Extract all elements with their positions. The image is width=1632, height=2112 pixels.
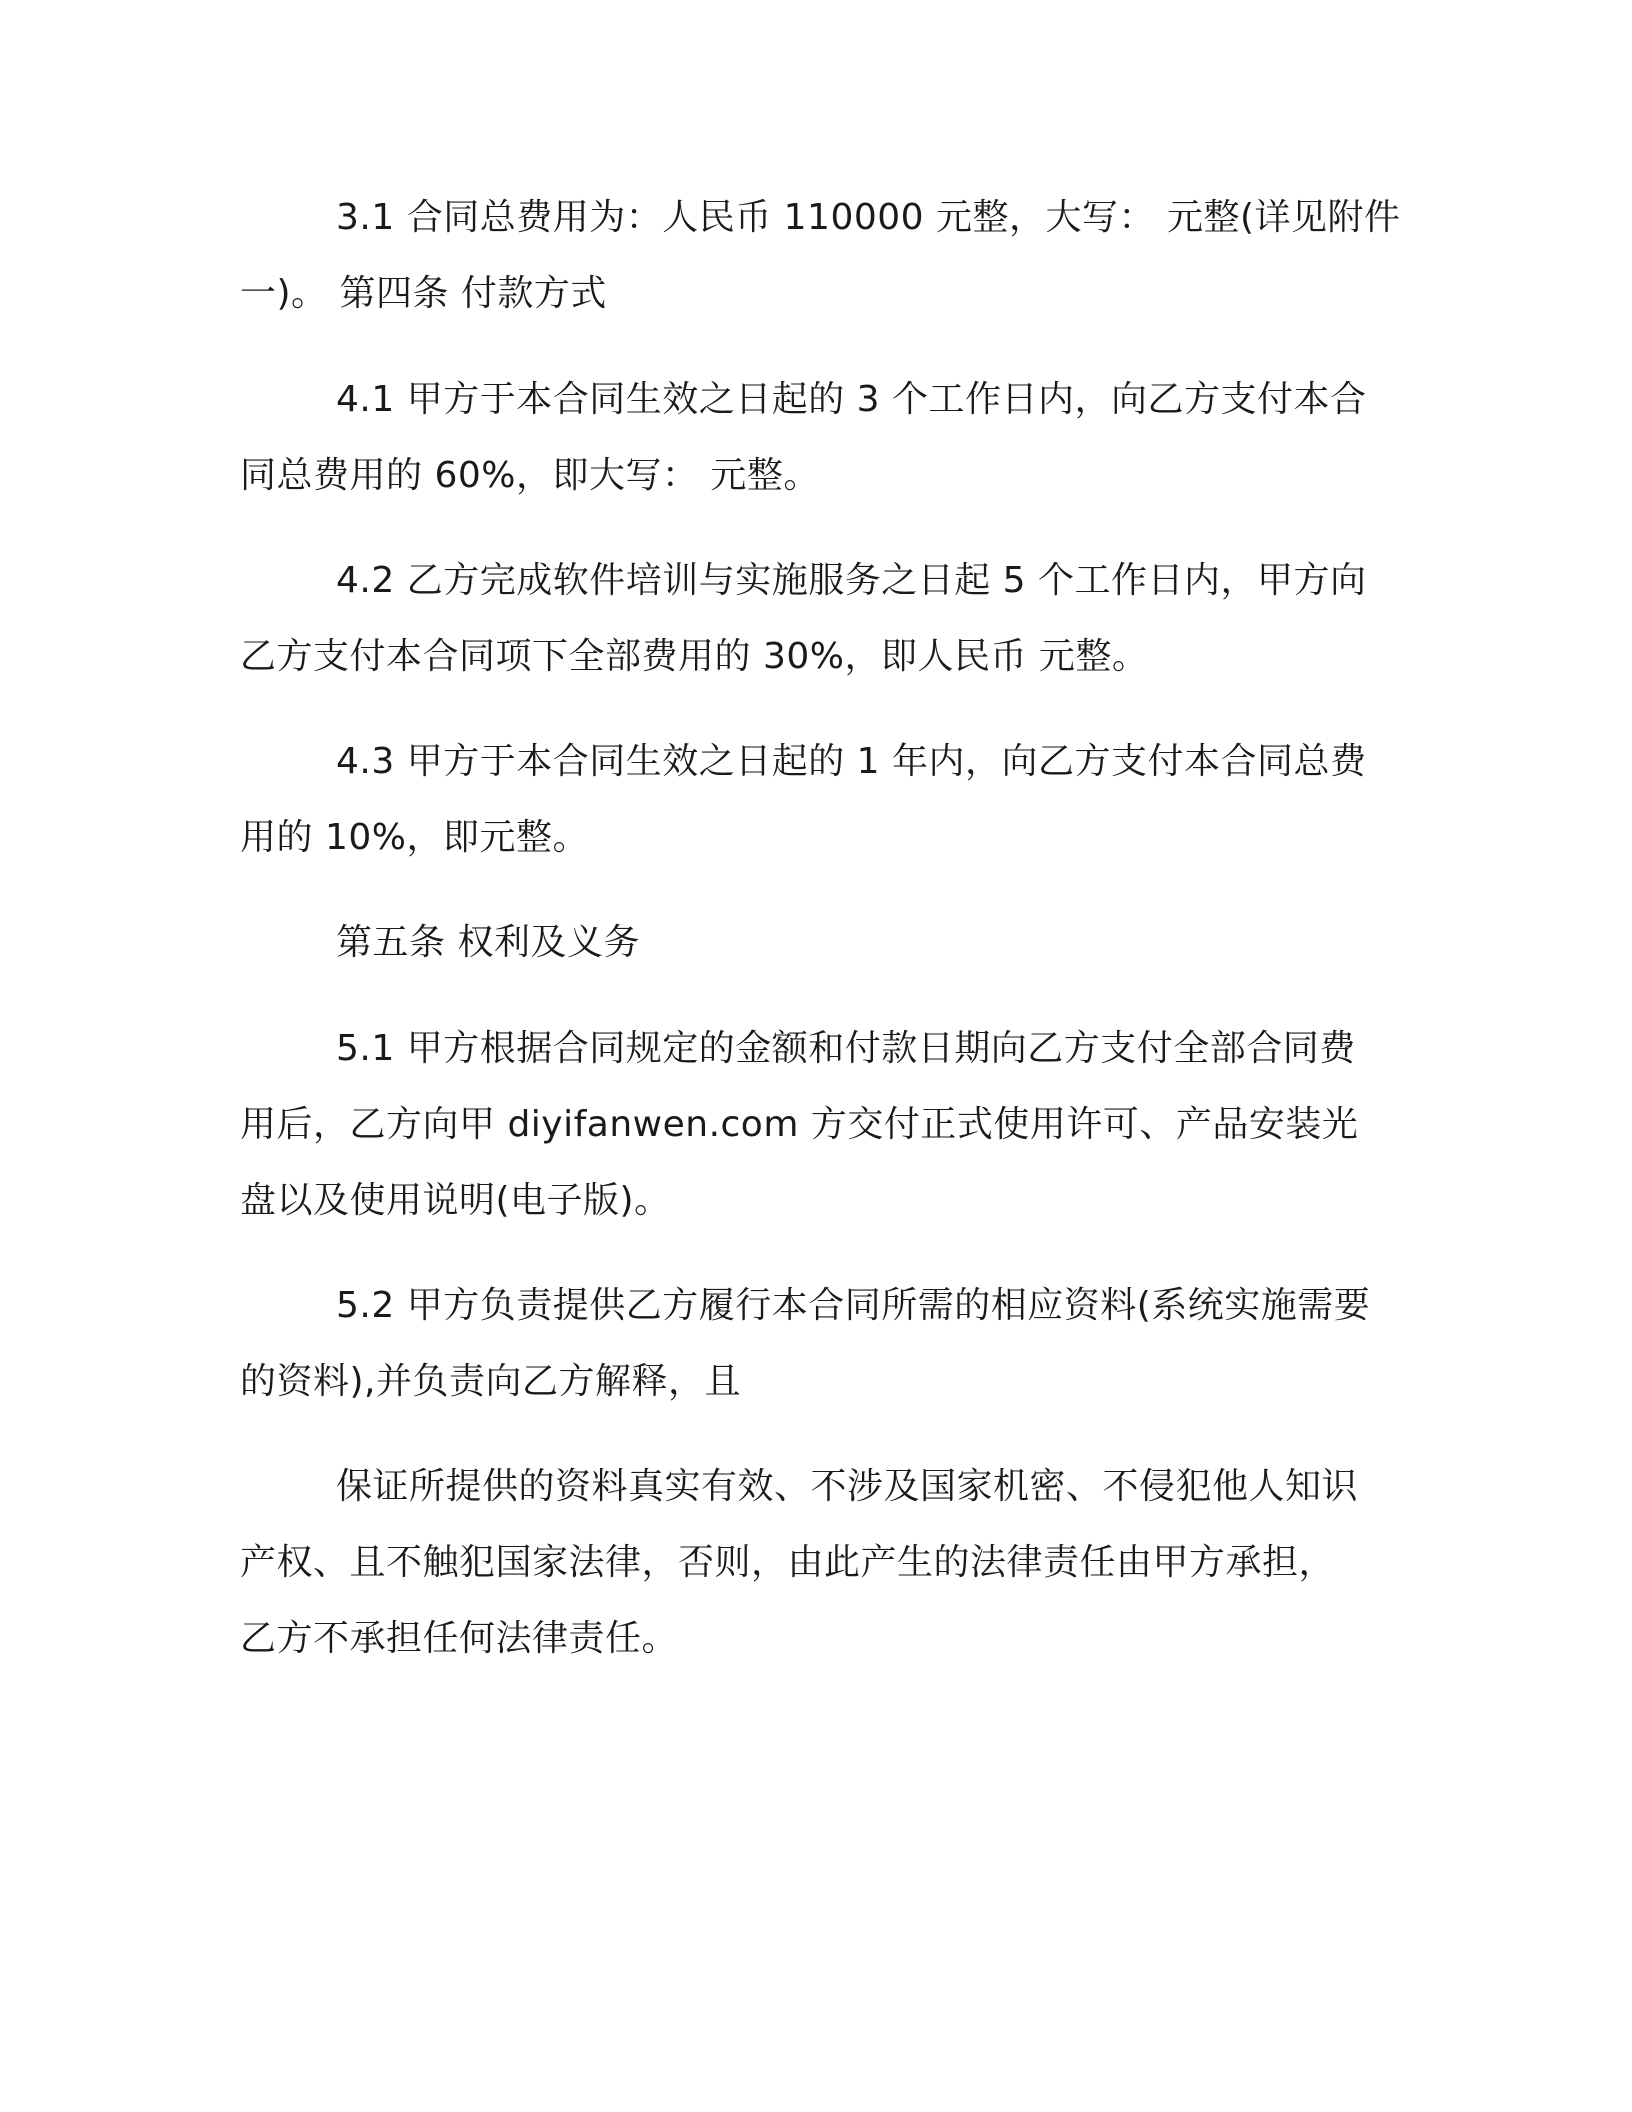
paragraph-line: 产权、且不触犯国家法律，否则，由此产生的法律责任由甲方承担， [240,1542,1336,1583]
paragraph-line: 一)。 第四条 付款方式 [240,273,607,314]
paragraph-line: 保证所提供的资料真实有效、不涉及国家机密、不侵犯他人知识 [336,1466,1359,1507]
paragraph-5-2 [240,1268,1380,1420]
paragraph-line: 用后，乙方向甲 diyifanwen.com 方交付正式使用许可、产品安装光 [240,1104,1359,1145]
paragraph-line: 5.1 甲方根据合同规定的金额和付款日期向乙方支付全部合同费 [336,1028,1356,1069]
paragraph-4-2 [240,543,1380,695]
paragraph-5-2-continued [240,1449,1380,1677]
paragraph-4-3 [240,724,1380,876]
paragraph-line: 乙方支付本合同项下全部费用的 30%，即人民币 元整。 [240,636,1149,677]
paragraph-line: 用的 10%，即元整。 [240,817,589,858]
paragraph-line: 4.2 乙方完成软件培训与实施服务之日起 5 个工作日内，甲方向 [336,560,1367,601]
paragraph-line: 的资料),并负责向乙方解释，且 [240,1361,741,1402]
paragraph-line: 盘以及使用说明(电子版)。 [240,1180,671,1221]
paragraph-line: 乙方不承担任何法律责任。 [240,1618,679,1659]
paragraph-line: 3.1 合同总费用为：人民币 110000 元整，大写： 元整(详见附件 [336,197,1401,238]
section-heading-article-5 [240,905,1380,981]
section-heading: 第五条 权利及义务 [336,922,640,963]
paragraph-line: 4.1 甲方于本合同生效之日起的 3 个工作日内，向乙方支付本合 [336,379,1367,420]
paragraph-5-1 [240,1011,1380,1239]
paragraph-line: 同总费用的 60%，即大写： 元整。 [240,455,820,496]
paragraph-line: 5.2 甲方负责提供乙方履行本合同所需的相应资料(系统实施需要 [336,1285,1371,1326]
paragraph-4-1 [240,362,1380,514]
paragraph-line: 4.3 甲方于本合同生效之日起的 1 年内，向乙方支付本合同总费 [336,741,1367,782]
paragraph-3-1 [240,180,1401,332]
